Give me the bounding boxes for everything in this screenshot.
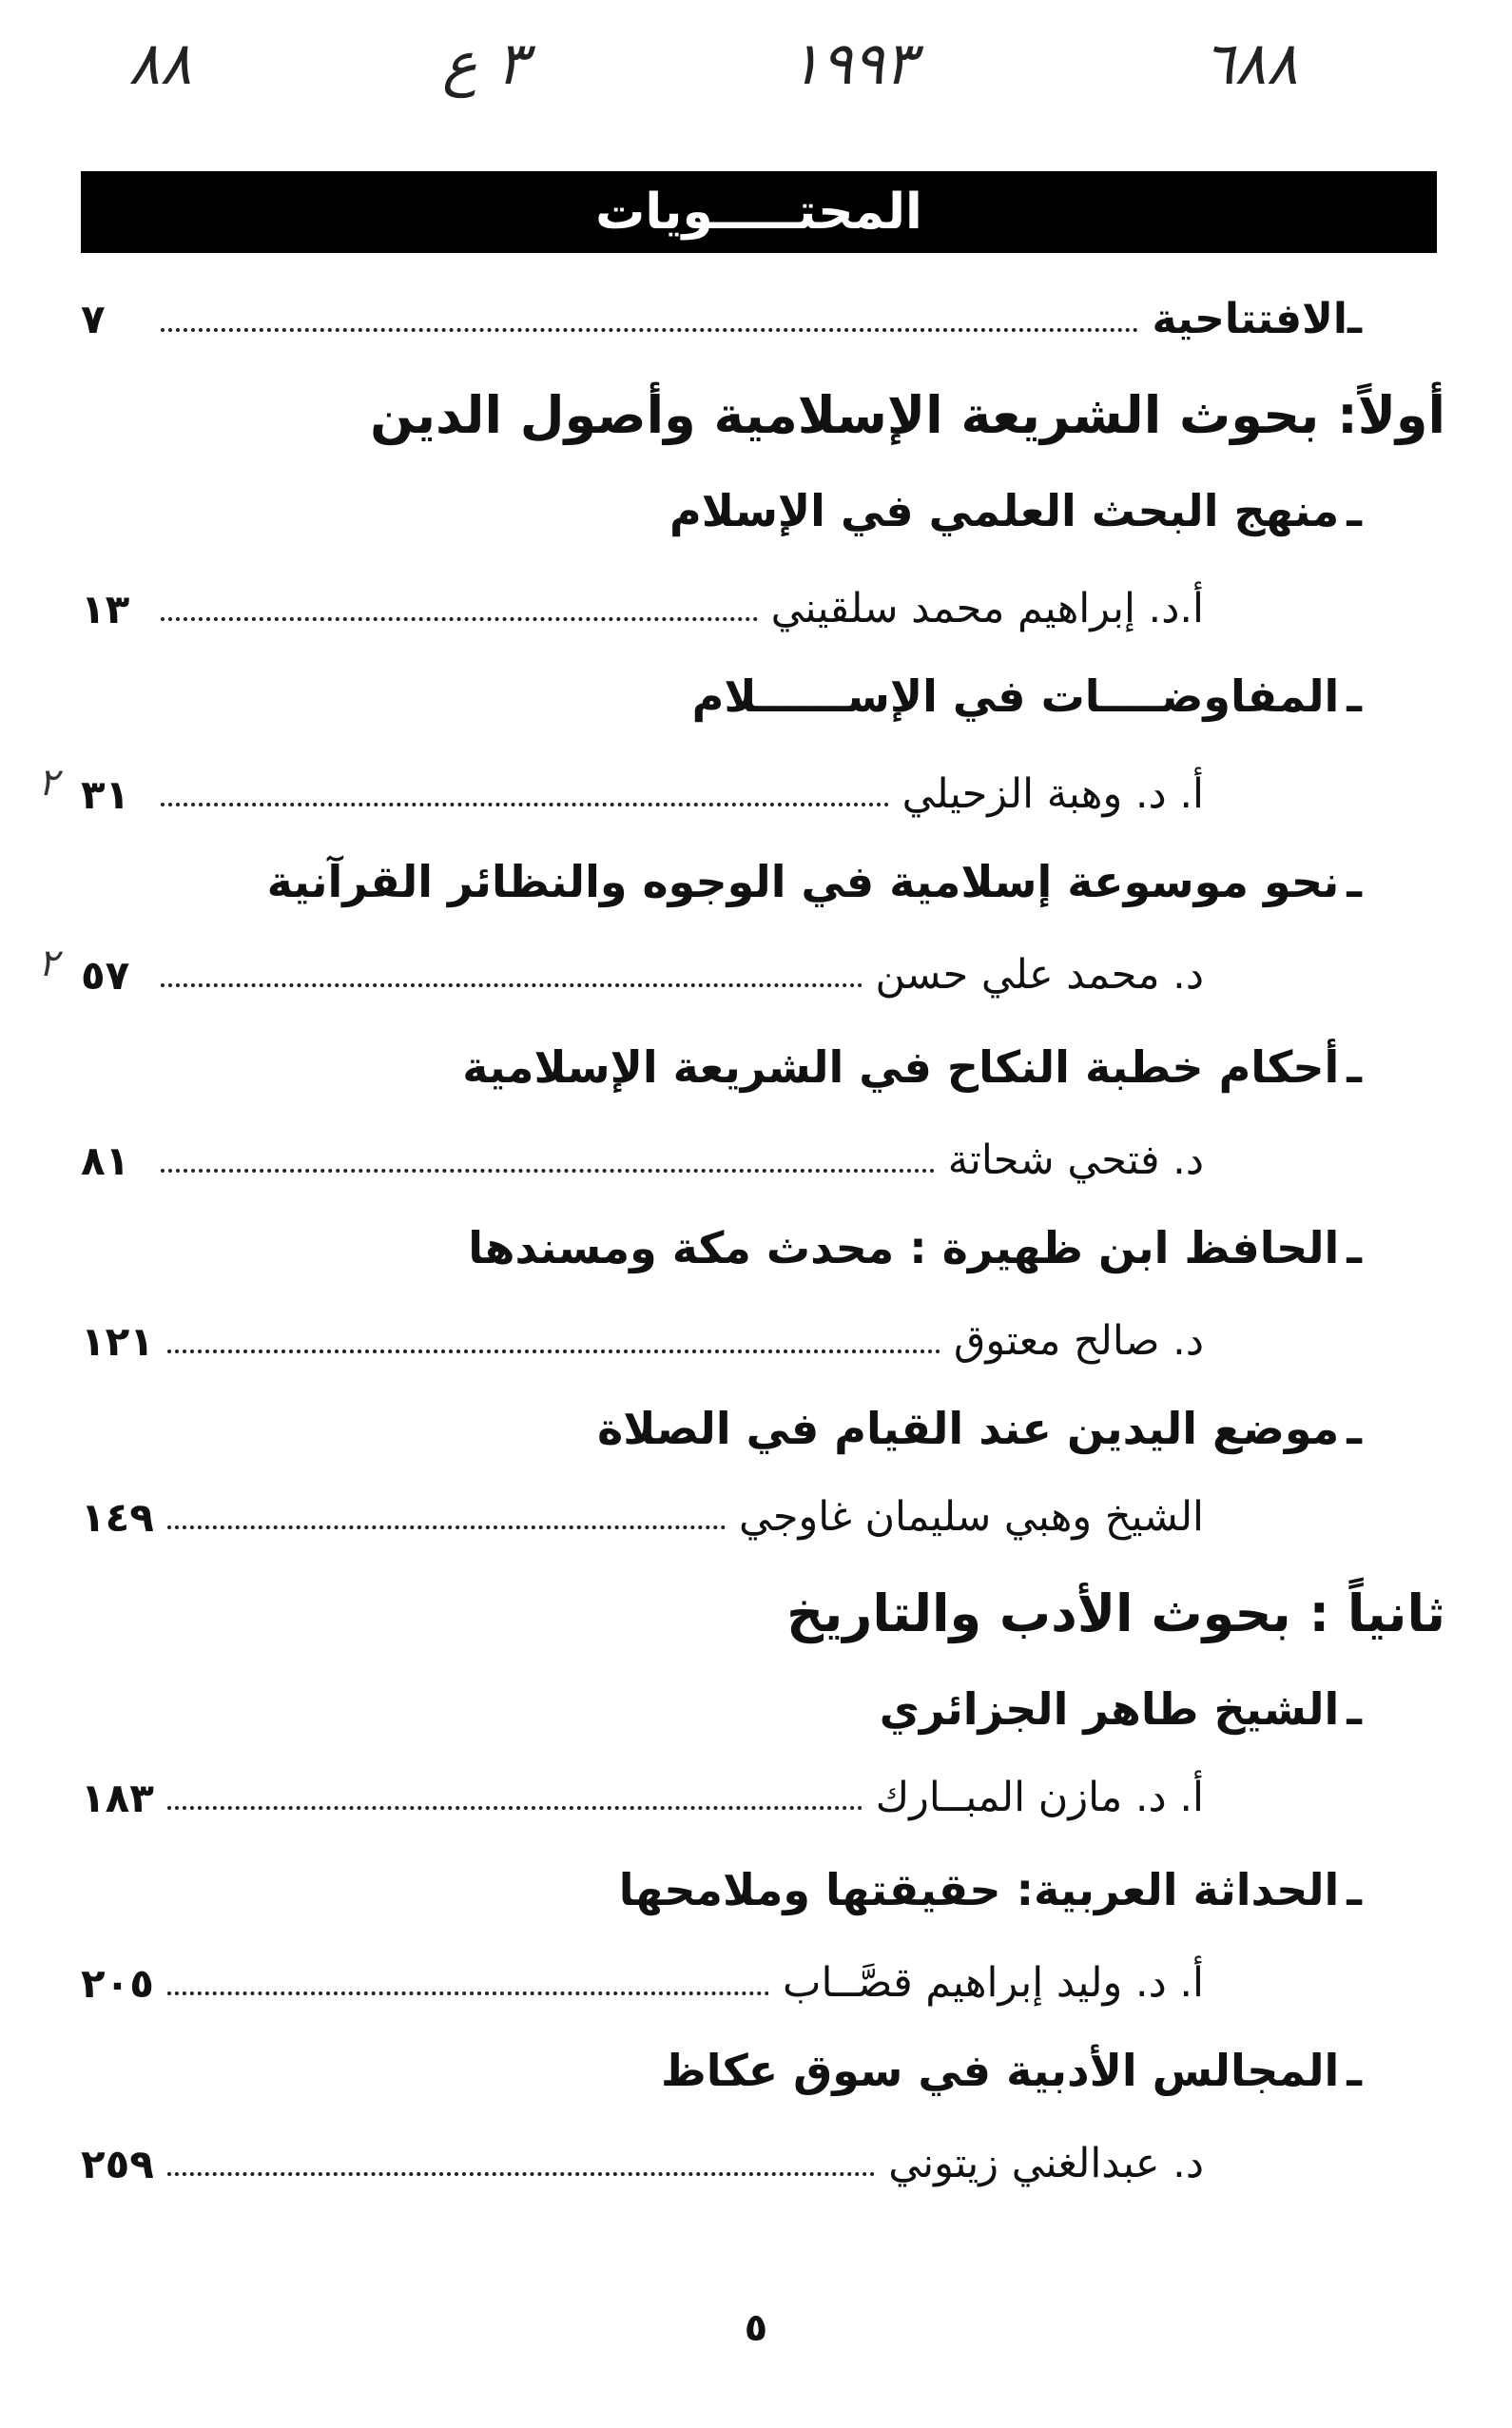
author-name: د. صالح معتوق: [954, 1317, 1204, 1365]
handwritten-year-note: ١٩٩٣: [789, 29, 917, 98]
entry-dash: ـ: [1347, 1403, 1362, 1454]
author-name: أ.د. إبراهيم محمد سلقيني: [770, 585, 1204, 632]
article-title-text: منهج البحث العلمي في الإسلام: [669, 485, 1340, 536]
author-name: أ. د. وليد إبراهيم قصَّــاب: [783, 1959, 1204, 2007]
dot-leader: [167, 2151, 875, 2176]
toc-entry-opening[interactable]: [81, 295, 1362, 343]
article-title[interactable]: [81, 1222, 1362, 1273]
entry-dash: ـ: [1347, 1041, 1362, 1093]
article-title-text: الحافظ ابن ظهيرة : محدث مكة ومسندها: [468, 1222, 1340, 1273]
dot-leader: [167, 1785, 863, 1810]
author-name: أ. د. وهبة الزحيلي: [901, 770, 1204, 818]
toc-author-row[interactable]: [81, 1959, 1204, 2007]
toc-author-row[interactable]: [81, 2140, 1204, 2187]
toc-author-row[interactable]: [81, 1774, 1204, 1821]
article-title[interactable]: [81, 485, 1362, 536]
article-title[interactable]: [81, 1403, 1362, 1454]
page-number: ١٣: [81, 585, 130, 632]
dot-leader: [161, 596, 758, 621]
handwritten-note-right: ٦٨٨: [1203, 29, 1298, 98]
article-title-text: المجالس الأدبية في سوق عكاظ: [660, 2045, 1340, 2096]
handwritten-note-left: ٨٨: [128, 29, 192, 98]
page-number: ٢٠٥: [81, 1959, 154, 2007]
page-number: ٢٥٩: [81, 2140, 154, 2187]
author-name: د. عبدالغني زيتوني: [888, 2140, 1204, 2187]
entry-dash: ـ: [1347, 1222, 1362, 1273]
handwritten-note-center-left: ٣ ع: [442, 29, 529, 98]
toc-author-row[interactable]: [81, 1493, 1204, 1541]
toc-author-row[interactable]: [81, 1317, 1204, 1365]
article-title-text: أحكام خطبة النكاح في الشريعة الإسلامية: [462, 1041, 1340, 1093]
toc-author-row[interactable]: [81, 770, 1204, 818]
page-number: ٣١: [81, 770, 130, 818]
page-number: ١٢١: [81, 1317, 154, 1365]
handwritten-margin-mark: ٢: [38, 942, 59, 985]
article-title-text: موضع اليدين عند القيام في الصلاة: [597, 1403, 1340, 1454]
page-number: ٧: [81, 296, 106, 342]
dot-leader: [161, 782, 889, 806]
entry-dash: ـ: [1347, 2045, 1362, 2096]
dot-leader: [167, 1505, 726, 1529]
article-title[interactable]: [81, 670, 1362, 722]
page-number: ١٤٩: [81, 1493, 154, 1541]
entry-dash: ـ: [1347, 670, 1362, 722]
author-name: د. فتحي شحاتة: [947, 1136, 1204, 1184]
entry-dash: ـ: [1347, 1864, 1362, 1915]
toc-author-row[interactable]: [81, 951, 1204, 999]
article-title[interactable]: [81, 1864, 1362, 1915]
section-heading-text: أولاً: بحوث الشريعة الإسلامية وأصول الدين: [370, 385, 1445, 445]
page-number: ٨١: [81, 1136, 130, 1184]
article-title[interactable]: [81, 2045, 1362, 2096]
section-heading-literature: [81, 1583, 1445, 1643]
article-title-text: الحداثة العربية: حقيقتها وملامحها: [618, 1864, 1340, 1915]
page-number-footer: ٥: [744, 2306, 768, 2350]
section-heading-text: ثانياً : بحوث الأدب والتاريخ: [786, 1583, 1445, 1643]
dot-leader: [167, 1971, 769, 1995]
entry-dash: ـ: [1347, 1683, 1362, 1735]
article-title-text: نحو موسوعة إسلامية في الوجوه والنظائر القرآنية: [266, 856, 1340, 907]
page-number: ١٨٣: [81, 1774, 154, 1821]
author-name: الشيخ وهبي سليمان غاوجي: [739, 1493, 1204, 1541]
article-title[interactable]: [81, 856, 1362, 907]
article-title[interactable]: [81, 1041, 1362, 1093]
entry-title: الافتتاحية: [1152, 295, 1347, 343]
section-heading-sharia: [81, 385, 1445, 445]
author-name: د. محمد علي حسن: [875, 951, 1204, 999]
contents-title: المحتـــــويات: [595, 184, 922, 241]
entry-dash: ـ: [1347, 856, 1362, 907]
dot-leader: [161, 307, 1138, 332]
article-title[interactable]: [81, 1683, 1362, 1735]
toc-author-row[interactable]: [81, 585, 1204, 632]
entry-dash: ـ: [1347, 485, 1362, 536]
dot-leader: [167, 1329, 940, 1353]
article-title-text: المفاوضــــات في الإســــــلام: [691, 670, 1340, 722]
contents-banner: [81, 171, 1437, 253]
handwritten-margin-mark: ٢: [38, 761, 59, 805]
entry-dash: ـ: [1347, 295, 1362, 343]
page-number: ٥٧: [81, 951, 130, 999]
toc-author-row[interactable]: [81, 1136, 1204, 1184]
dot-leader: [161, 1148, 935, 1173]
dot-leader: [161, 962, 863, 987]
article-title-text: الشيخ طاهر الجزائري: [879, 1683, 1340, 1735]
author-name: أ. د. مازن المبــارك: [875, 1774, 1204, 1821]
